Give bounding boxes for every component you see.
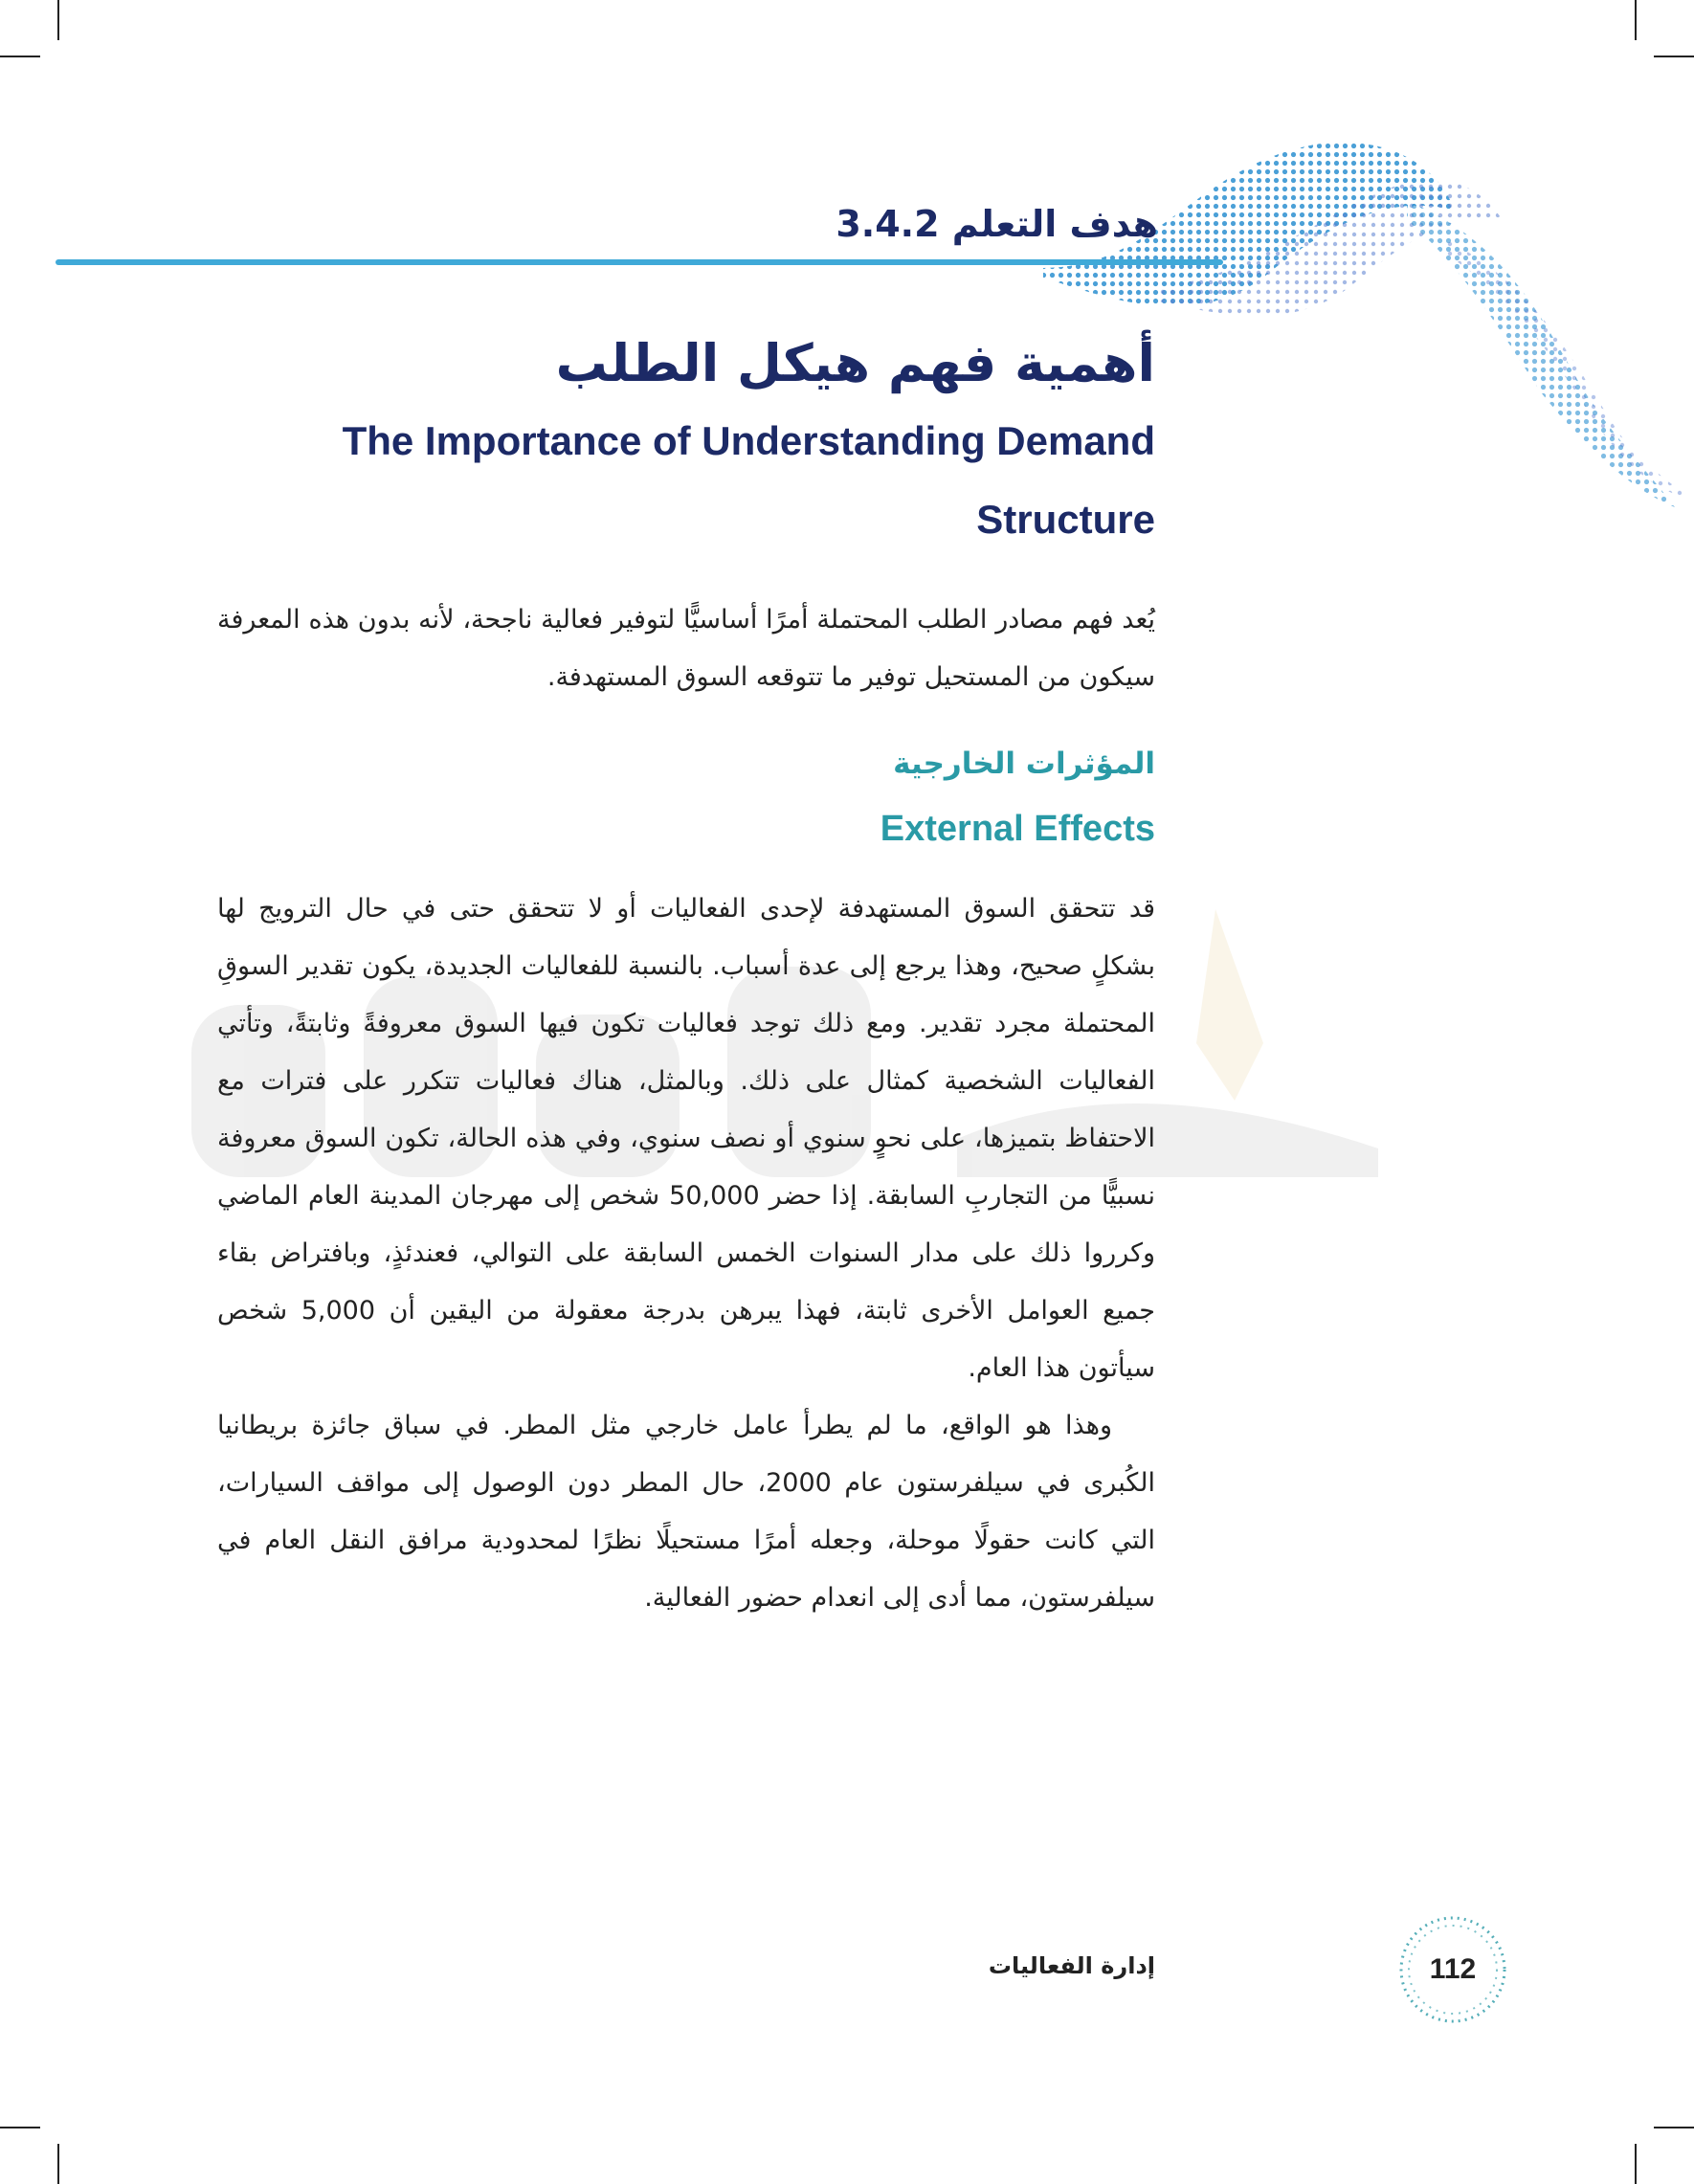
crop-mark xyxy=(1635,2144,1637,2184)
intro-paragraph xyxy=(217,591,1155,706)
page-number: 112 xyxy=(1429,1953,1477,1985)
section-heading-english: External Effects xyxy=(880,809,1155,849)
body-paragraph-1: قد تتحقق السوق المستهدفة لإحدى الفعاليات أو لا تتحقق حتى في حال الترويج لها بشكلٍ صحيح، وهذا يرجع إلى عدة أسباب. بالنسبة للفعاليات الجديدة، يكون تقدير السوقِ المحتملة مجرد تقدير. ومع ذلك توجد فعاليات تكون فيها السوق معروفةً وثابتةً، وتأتي الفعاليات الشخصية كمثال على ذلك. وبالمثل، هناك فعاليات تتكرر على فترات مع الاحتفاظ بتميزها، على نحوٍ سنوي أو نصف سنوي، وفي هذه الحالة، تكون السوق معروفة نسبيًّا من التجاربِ السابقة. إذا حضر 50,000 شخص إلى مهرجان المدينة العام الماضي وكرروا ذلك على مدار السنوات الخمس السابقة على التوالي، فعندئذٍ، وبافتراض بقاء جميع العوامل الأخرى ثابتة، فهذا يبرهن بدرجة معقولة من اليقين أن 5,000 شخص سيأتون هذا العام. xyxy=(217,894,1155,1383)
page-title-english: The Importance of Understanding Demand Structure xyxy=(342,418,1155,542)
crop-mark xyxy=(57,0,59,40)
crop-mark xyxy=(57,2144,59,2184)
crop-mark xyxy=(0,2127,40,2128)
page-number-badge xyxy=(1395,1912,1510,2027)
header-rule xyxy=(56,259,1223,265)
crop-mark xyxy=(1654,56,1694,57)
book-title: إدارة الفعاليات xyxy=(988,1952,1155,1979)
crop-mark xyxy=(1635,0,1637,40)
body-text xyxy=(217,880,1155,1627)
learning-goal-label: هدف التعلم 3.4.2 xyxy=(836,203,1158,245)
intro-text: يُعد فهم مصادر الطلب المحتملة أمرًا أساسيًّا لتوفير فعالية ناجحة، لأنه بدون هذه المعرفة سيكون من المستحيل توفير ما تتوقعه السوق المستهدفة. xyxy=(217,605,1155,692)
section-heading-arabic: المؤثرات الخارجية xyxy=(893,747,1155,781)
crop-mark xyxy=(0,56,40,57)
page-title-arabic: أهمية فهم هيكل الطلب xyxy=(555,333,1155,393)
crop-mark xyxy=(1654,2127,1694,2128)
body-paragraph-2: وهذا هو الواقع، ما لم يطرأ عامل خارجي مثل المطر. في سباق جائزة بريطانيا الكُبرى في سيلفرستون عام 2000، حال المطر دون الوصول إلى مواقف السيارات، التي كانت حقولًا موحلة، وجعله أمرًا مستحيلًا نظرًا لمحدودية مرافق النقل العام في سيلفرستون، مما أدى إلى انعدام حضور الفعالية. xyxy=(217,1411,1155,1613)
